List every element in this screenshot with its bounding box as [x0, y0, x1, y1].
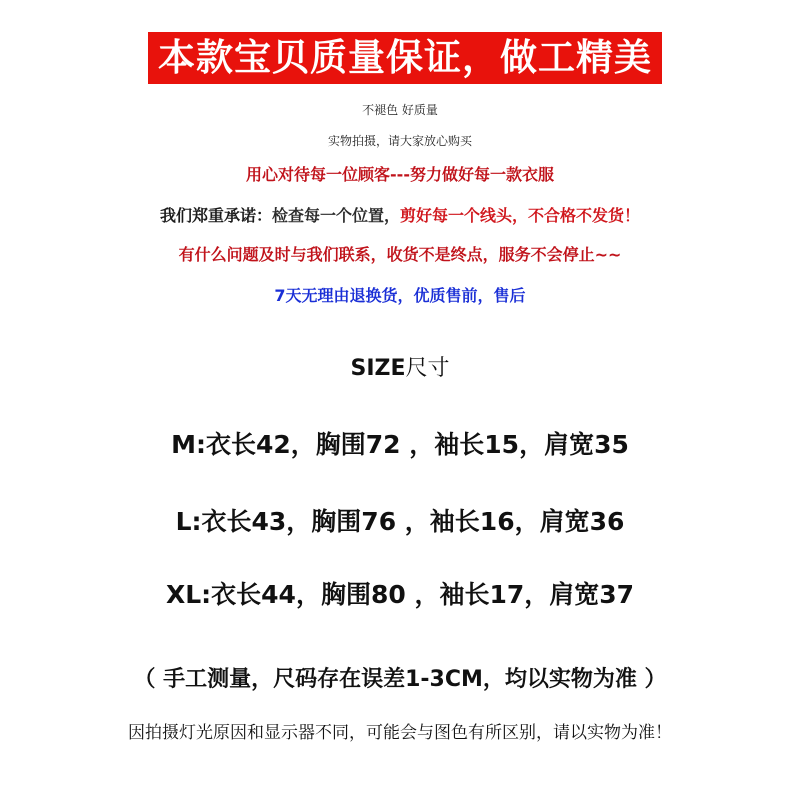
commitment-middle: 检查每一个位置， [271, 206, 400, 225]
commitment-statement [0, 203, 800, 226]
size-title [0, 351, 800, 382]
size-row-m: M:衣长42，胸围72 ，袖长15，肩宽35 [171, 430, 629, 459]
color-disclaimer: 因拍摄灯光原因和显示器不同，可能会与图色有所区别，请以实物为准！ [128, 723, 672, 743]
commitment-prefix: 我们郑重承诺： [159, 206, 272, 225]
size-title-cn: 尺寸 [405, 356, 450, 381]
size-row-xl: XL:衣长44，胸围80 ，袖长17，肩宽37 [165, 580, 635, 609]
size-row-l: L:衣长43，胸围76 ，袖长16，肩宽36 [175, 507, 625, 536]
commitment-suffix: 剪好每一个线头，不合格不发货！ [400, 206, 641, 225]
tagline-no-fade: 不褪色 好质量 [362, 103, 438, 117]
returns-statement: 7天无理由退换货，优质售前，售后 [274, 286, 526, 305]
tagline-real-photo: 实物拍摄，请大家放心购买 [327, 134, 472, 148]
measurement-note: （ 手工测量，尺码存在误差1-3CM，均以实物为准 ） [133, 667, 667, 692]
service-statement: 用心对待每一位顾客---努力做好每一款衣服 [246, 165, 554, 184]
contact-statement: 有什么问题及时与我们联系，收货不是终点，服务不会停止~~ [178, 245, 622, 264]
quality-guarantee-banner: 本款宝贝质量保证，做工精美 [148, 32, 662, 84]
size-title-latin: SIZE [350, 356, 406, 381]
